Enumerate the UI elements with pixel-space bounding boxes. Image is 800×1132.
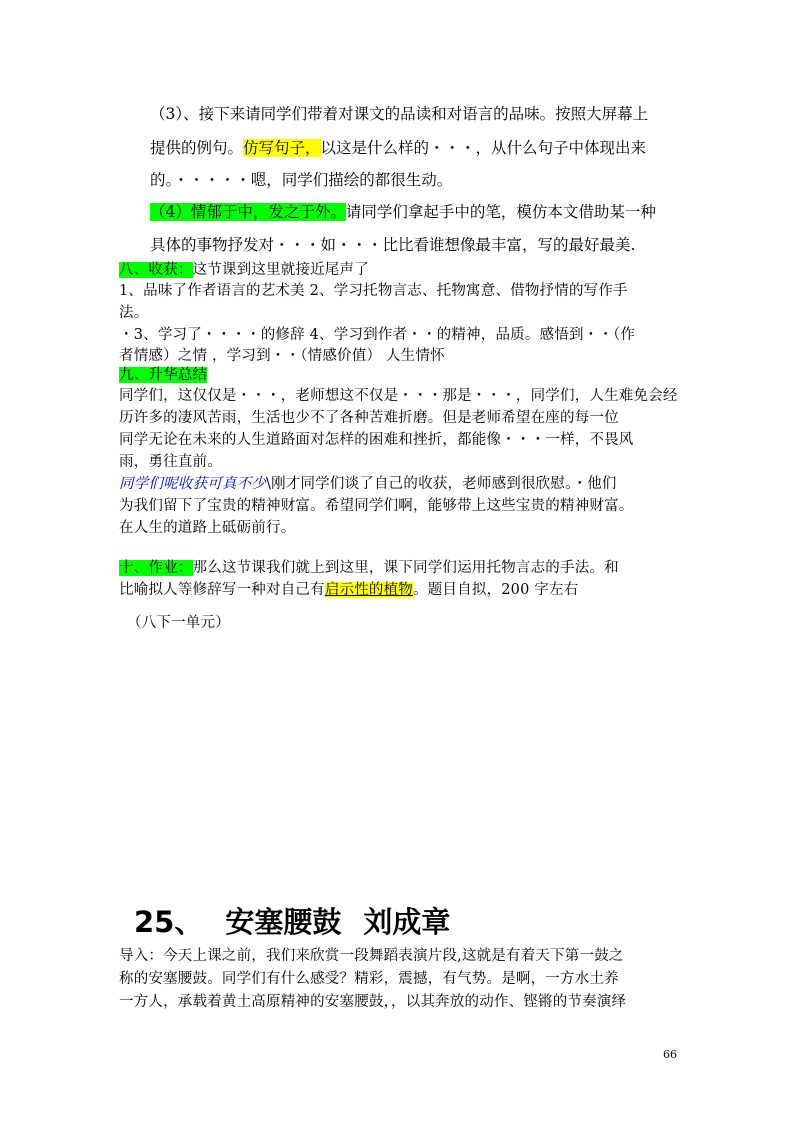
para-4-line-2 — [150, 233, 635, 255]
section-8-line-2 — [119, 301, 148, 322]
section-9-line-1 — [119, 384, 678, 405]
para-4-line-1 — [150, 200, 656, 222]
text: 那么这节课我们就上到这里，课下同学们运用托物言志的手法。和 — [192, 560, 619, 576]
section-10-label: 十、作业： — [119, 560, 193, 576]
para-3-line-1 — [150, 102, 648, 124]
lesson-title — [134, 900, 450, 941]
section-9-line-5 — [119, 472, 617, 493]
section-8-heading — [119, 258, 369, 279]
text: 为我们留下了宝贵的精神财富。希望同学们啊，能够带上这些宝贵的精神财富。 — [119, 498, 634, 514]
intro-line-2 — [119, 967, 619, 988]
text: \刚才同学们谈了自己的收获，老师感到很欣慰。・他们 — [266, 476, 617, 492]
text: 具体的事物抒发对・・・如・・・比比看谁想像最丰富，写的最好最美. — [150, 236, 636, 254]
text: 雨，勇往直前。 — [119, 454, 222, 470]
section-10-line-1 — [119, 556, 619, 577]
highlight-inspiring-plant: 启示性的植物 — [324, 582, 414, 598]
para-3-line-3 — [150, 168, 452, 190]
section-8-label: 八、收获： — [119, 262, 193, 278]
text: 一方人，承载着黄土高原精神的安塞腰鼓，，以其奔放的动作、铿锵的节奏演绎 — [119, 994, 627, 1010]
blue-italic-text: 同学们呢收获可真不少 — [119, 476, 266, 492]
section-9-line-6 — [119, 494, 634, 515]
text: 这节课到这里就接近尾声了 — [192, 262, 369, 278]
section-9-heading — [119, 363, 207, 384]
lesson-name: 安塞腰鼓 — [225, 905, 342, 939]
section-8-line-1 — [119, 279, 628, 300]
section-8-line-4 — [119, 344, 445, 365]
intro-line-1 — [119, 944, 624, 965]
text: 同学无论在未来的人生道路面对怎样的困难和挫折，都能像・・・一样，不畏风 — [119, 432, 634, 448]
text: 导入：今天上课之前，我们来欣赏一段舞蹈表演片段,这就是有着天下第一鼓之 — [119, 948, 624, 964]
text: 历许多的凄风苦雨，生活也少不了各种苦难折磨。但是老师希望在座的每一位 — [119, 410, 619, 426]
text: 同学们，这仅仅是・・・，老师想这不仅是・・・那是・・・，同学们，人生难免会经 — [119, 388, 678, 404]
text: ・3、学习了・・・・的修辞 4、学习到作者・・的精神，品质。感悟到・・（作 — [119, 327, 636, 343]
section-9-line-2 — [119, 406, 619, 427]
para-3-line-2 — [150, 136, 646, 158]
text: 者情感）之情 ，学习到・・（情感价值） 人生情怀 — [119, 348, 445, 364]
text: 以这是什么样的・・・，从什么句子中体现出来 — [320, 139, 647, 157]
lesson-author: 刘成章 — [363, 905, 451, 939]
text: 法。 — [119, 305, 149, 321]
section-9-line-4 — [119, 450, 222, 471]
text: （八下一单元） — [127, 615, 230, 631]
section-9-line-3 — [119, 428, 634, 449]
section-10-line-2 — [119, 578, 578, 599]
text: （3）、接下来请同学们带着对课文的品读和对语言的品味。按照大屏幕上 — [150, 105, 649, 123]
text: 。题目自拟，200 字左右 — [413, 582, 579, 598]
text: 提供的例句。 — [150, 139, 244, 157]
page-number: 66 — [663, 1048, 677, 1061]
section-9-line-7 — [119, 516, 295, 537]
text: 请同学们拿起手中的笔，模仿本文借助某一种 — [345, 203, 656, 221]
text: 在人生的道路上砥砺前行。 — [119, 520, 296, 536]
text: 称的安塞腰鼓。同学们有什么感受？精彩，震撼，有气势。是啊，一方水土养 — [119, 971, 619, 987]
section-9-label: 九、升华总结 — [119, 367, 208, 383]
text: 1、品味了作者语言的艺术美 2、学习托物言志、托物寓意、借物抒情的写作手 — [119, 283, 628, 299]
lesson-number: 25、 — [134, 905, 204, 939]
intro-line-3 — [119, 990, 626, 1011]
text: 的。・・・・・嗯，同学们描绘的都很生动。 — [150, 171, 453, 189]
highlight-emotion-heading: （4）情郁于中，发之于外。 — [150, 203, 346, 221]
highlight-imitate-sentence: 仿写句子， — [243, 139, 321, 157]
section-8-line-3 — [119, 323, 635, 344]
unit-note — [127, 611, 230, 632]
text: 比喻拟人等修辞写一种对自己有 — [119, 582, 325, 598]
